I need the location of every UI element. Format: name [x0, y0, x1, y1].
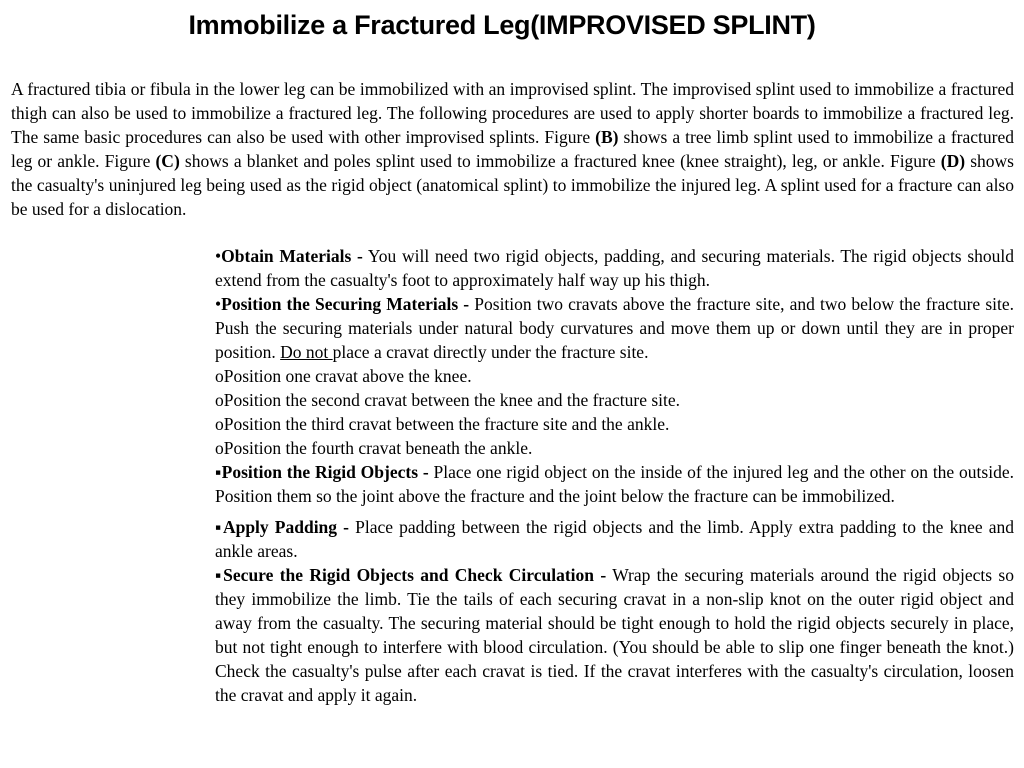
figure-c-ref: (C) [155, 151, 180, 171]
intro-text-4: shows the casualty's uninjured leg being used as the rigid object (anatomical splint) to immobilize the injured leg. A splint used for a fracture can also be used for a dislocation. [11, 151, 1014, 219]
intro-text-2: shows a tree limb splint used to immobilize a fractured leg or ankle. Figure [11, 127, 1014, 171]
item-heading: Apply Padding - [222, 517, 349, 537]
figure-d-ref: (D) [940, 151, 966, 171]
item-text: Position two cravats above the fracture site, and two below the fracture site. Push the securing materials under natural body curvatures and move them up or down until they are in proper position. [215, 294, 1014, 362]
item-heading: Position the Rigid Objects - [221, 462, 429, 482]
item-heading: Secure the Rigid Objects and Check Circulation - [223, 565, 607, 585]
square-bullet-icon: ▪ [215, 565, 224, 585]
circle-bullet-icon: o [215, 438, 224, 458]
do-not-emphasis: Do not [280, 342, 333, 362]
square-bullet-icon: ▪ [215, 462, 222, 482]
list-item-secure-rigid-objects [215, 563, 1014, 707]
sub-item-text: Position the second cravat between the knee and the fracture site. [223, 390, 681, 410]
sub-item-cravat-2 [215, 388, 1014, 412]
intro-text-1: A fractured tibia or fibula in the lower leg can be immobilized with an improvised splint. The improvised splint used to immobilize a fractured thigh can also be used to immobilize a fractured leg. The following procedures are used to apply shorter boards to immobilize a fractured leg. The same basic procedures can also be used with other improvised splints. Figure [11, 79, 1014, 147]
sub-item-text: Position the third cravat between the fracture site and the ankle. [223, 414, 670, 434]
item-heading: Obtain Materials - [221, 246, 363, 266]
figure-b-ref: (B) [595, 127, 619, 147]
bullet-icon: • [215, 246, 222, 266]
intro-paragraph [11, 77, 1014, 221]
list-item-obtain-materials [215, 244, 1014, 292]
list-item-position-securing-materials [215, 292, 1014, 364]
sub-item-cravat-3 [215, 412, 1014, 436]
circle-bullet-icon: o [215, 414, 224, 434]
procedure-list [215, 244, 1014, 707]
intro-text-3: shows a blanket and poles splint used to immobilize a fractured knee (knee straight), leg, or ankle. Figure [179, 151, 941, 171]
item-text: Wrap the securing materials around the rigid objects so they immobilize the limb. Tie the tails of each securing cravat in a non-slip knot on the outer rigid object and away from the casualty. The securing material should be tight enough to hold the rigid objects securely in place, but not tight enough to interfere with blood circulation. (You should be able to slip one finger beneath the knot.) Check the casualty's pulse after each cravat is tied. If the cravat interferes with the casualty's circulation, loosen the cravat and apply it again. [215, 565, 1014, 705]
circle-bullet-icon: o [215, 390, 224, 410]
circle-bullet-icon: o [215, 366, 224, 386]
sub-item-cravat-1 [215, 364, 1014, 388]
item-text-2: place a cravat directly under the fracture site. [332, 342, 649, 362]
page-title: Immobilize a Fractured Leg(IMPROVISED SPLINT) [188, 10, 816, 40]
item-text: Place one rigid object on the inside of the injured leg and the other on the outside. Position them so the joint above the fracture and the joint below the fracture can be immobilized. [215, 462, 1014, 506]
list-item-position-rigid-objects [215, 460, 1014, 508]
sub-item-cravat-4 [215, 436, 1014, 460]
sub-item-text: Position the fourth cravat beneath the ankle. [223, 438, 533, 458]
item-text: You will need two rigid objects, padding, and securing materials. The rigid objects should extend from the casualty's foot to approximately half way up his thigh. [215, 246, 1014, 290]
sub-item-text: Position one cravat above the knee. [223, 366, 472, 386]
square-bullet-icon: ▪ [215, 517, 223, 537]
list-item-apply-padding [215, 515, 1014, 563]
item-text: Place padding between the rigid objects and the limb. Apply extra padding to the knee and ankle areas. [215, 517, 1014, 561]
bullet-icon: • [215, 294, 222, 314]
item-heading: Position the Securing Materials - [221, 294, 470, 314]
